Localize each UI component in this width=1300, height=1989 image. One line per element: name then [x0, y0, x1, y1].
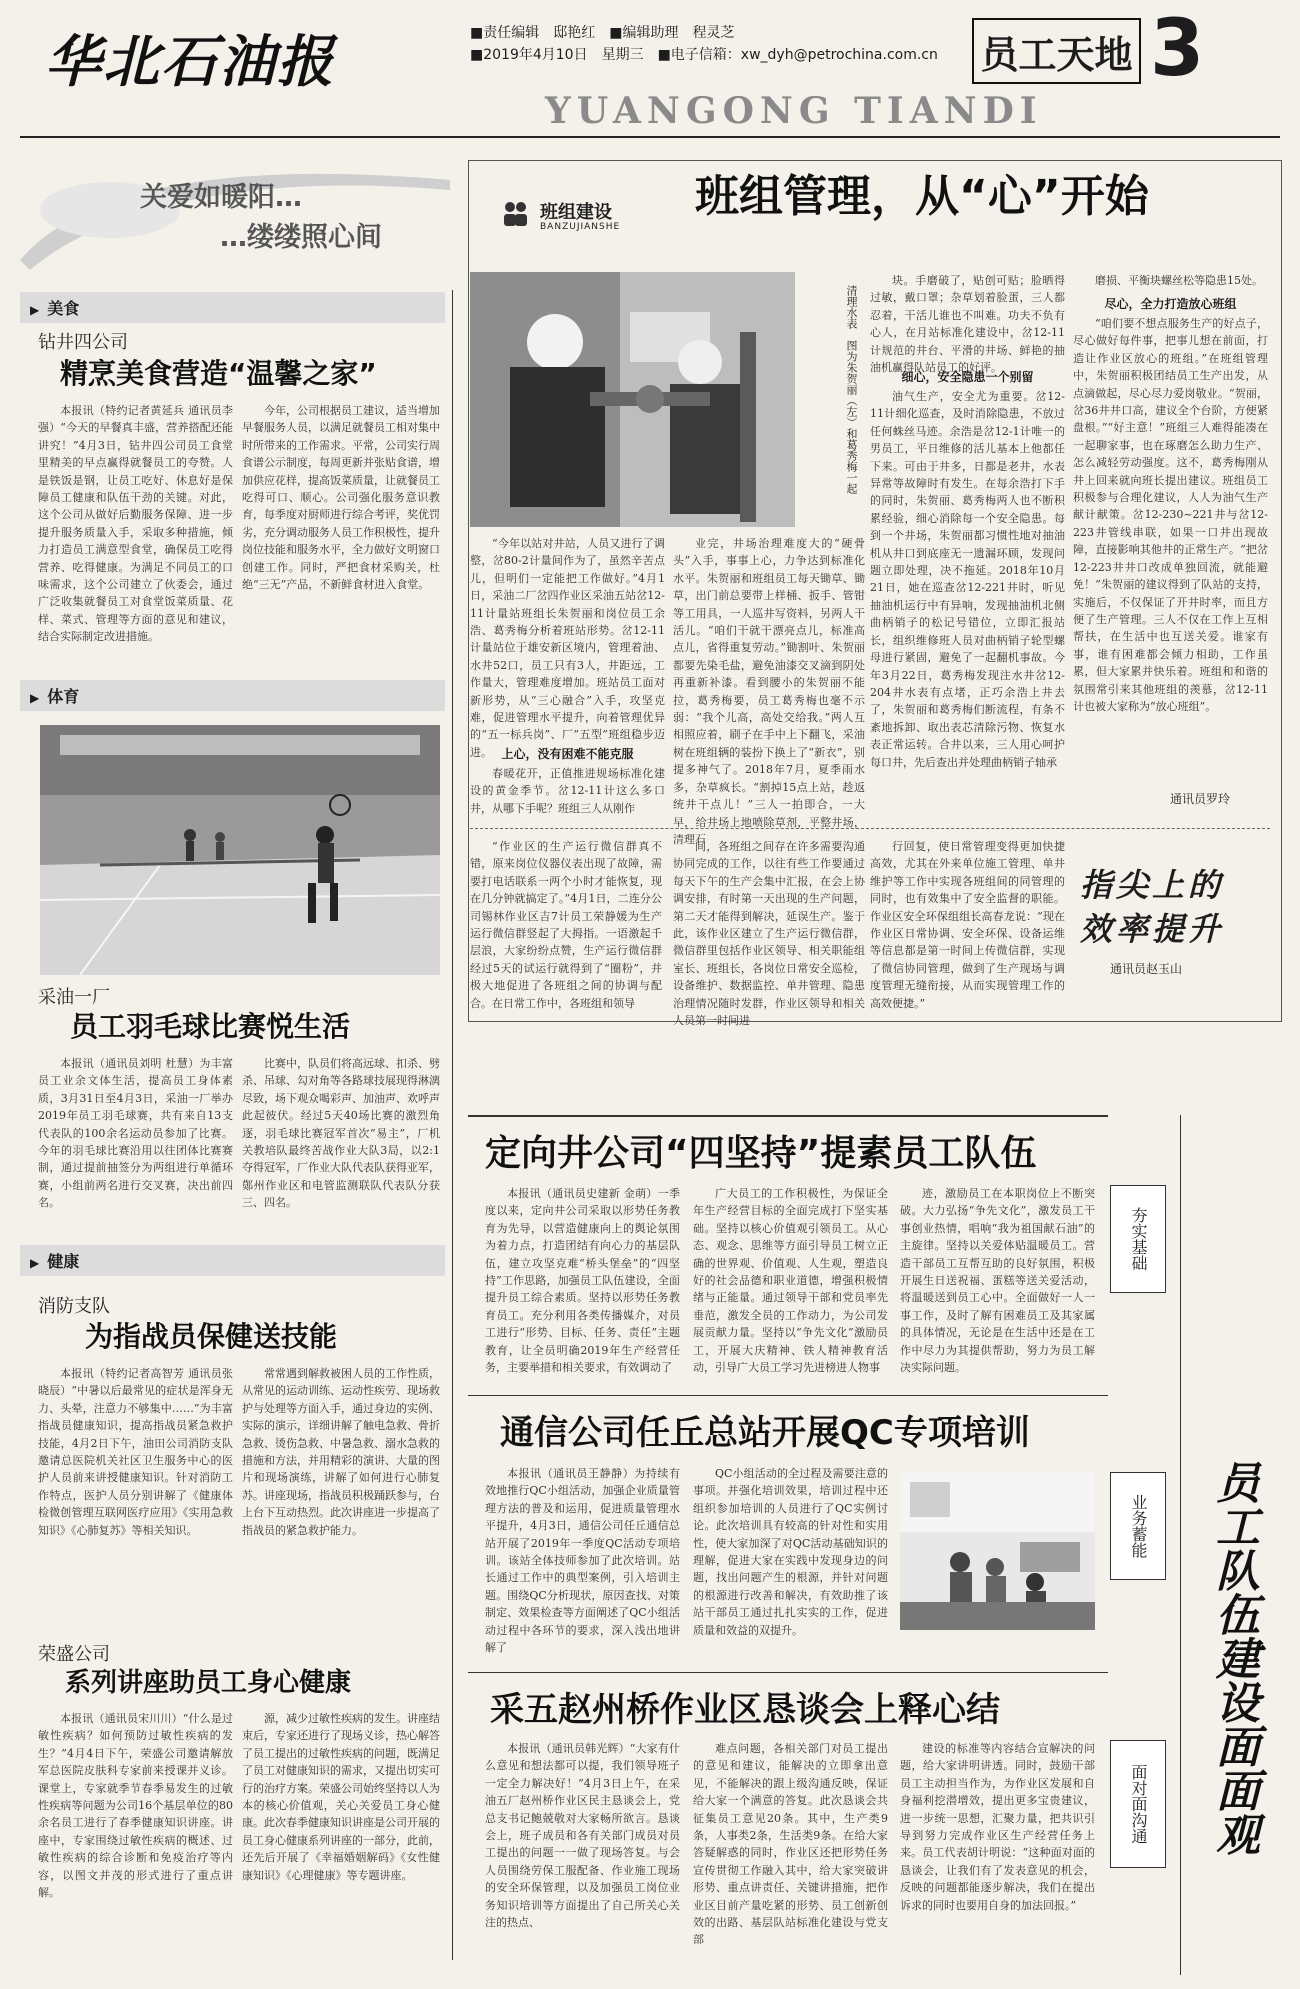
article4-col3-text: 建设的标准等内容结合宣解决的问题，给大家讲明讲透。同时，鼓励干部员工主动担当作为，为作业区发展和自身福利挖潜增效，提出更多宝贵建议，进一步统一思想，汇聚力量，把共识引导到努力完成作业区生产经营任务上来。员工代表胡计明说：“这种面对面的恳谈会，让我们有了发表意见的机会，反映的问题都能逐步解决，我们在提出诉求的同时也要用自身的加法回报。” [900, 1742, 1095, 1912]
article2-col1 [485, 1185, 680, 1385]
masthead-rule [20, 136, 1280, 138]
feature-inner-divider [470, 828, 1270, 830]
sports-body-col1 [38, 1055, 233, 1245]
food-body-col2 [242, 402, 440, 680]
right-divider [1180, 1115, 1181, 1975]
article3-col1-text: 本报讯（通讯员王静静）为持续有效地推行QC小组活动，加强企业质量管理方法的普及和运用，促进质量管理水平提升，4月3日，通信公司任丘通信总站开展了2019年一季度QC活动专项培训。该站全体技师参加了此次培训。站长通过工作中的典型案例，引入培训主题。围绕QC分析现状，原因查找、对策制定、效果检查等方面阐述了QC小组活动过程中各环节的要求，深入浅出地讲解了 [485, 1467, 680, 1655]
feature-col2 [673, 535, 865, 846]
article4-headline: 采五赵州桥作业区恳谈会上释心结 [490, 1690, 1000, 1730]
feature-col6-text: 间，各班组之间存在许多需要沟通协同完成的工作，以往有些工作要通过每天下午的生产会集中汇报，在会上协调安排，有时第一天出现的生产问题，第二天才能得到解决，延误生产。鉴于此，该作业区建立了生产运行微信群，微信群里包括作业区领导、相关职能组室长、班组长，各岗位日常安全巡检，设备维护、数据监控、单井管理、隐患治理情况随时发群，作业区领导和相关人员第一时间进 [673, 840, 865, 1028]
article3-col2 [693, 1465, 888, 1665]
article4-col1-text: 本报讯（通讯员韩光辉）“大家有什么意见和想法都可以提，我们领导班子一定全力解决好！”4月3日上午，在采油五厂赵州桥作业区民主恳谈会上，党总支书记鲍兢敬对大家畅所欲言。恳谈会上，班子成员和各有关部门成员对员工提出的问题一一做了现场答复。与会人员围绕劳保工服配备、作业施工现场的安全环保管理，以及加强员工岗位业务知识培训等方面提出了自己所关心关注的热点、 [485, 1742, 680, 1930]
feature-col5-text: “作业区的生产运行微信群真不错，原来岗位仪器仪表出现了故障，需要打电话联系一两个小时才能恢复，现在几分钟就搞定了。”4月1日，二连分公司锡林作业区吉7计员工荣静媛为生产运行微信群竖起了大拇指。一语激起千层浪，大家纷纷点赞，生产运行微信群经过5天的试运行就得到了“圈粉”，并极大地促进了各班组之间的协调与配合。在日常工作中，各班组和领导 [470, 840, 662, 1010]
training-photo [900, 1472, 1095, 1630]
article2-col2 [693, 1185, 888, 1385]
sports-section-head [20, 680, 445, 711]
feature-col3b [870, 388, 1065, 825]
classroom-training-image [900, 1472, 1095, 1630]
feature-col3-text: 块。手磨破了，贴创可贴；脸晒得过敏，戴口罩；杂草划着脸蛋，三人都忍着，干活儿谁也不叫难。功夫不负有心人，在月站标准化建设中，岔12-11计规范的井台、平滑的井场、鲜艳的抽油机赢得队站员工的好评。 [870, 274, 1065, 375]
health-body-text-2: 常常遇到解救被困人员的工作性质，从常见的运动训练、运动性疾劳、现场救护与处理等方面入手，通过身边的实例、实际的演示，详细讲解了触电急救、骨折急救、烫伤急救、中暑急救、溺水急救的措施和方法，并用精彩的演讲、大量的图片和现场演练，讲解了如何进行心肺复苏。讲座现场，指战员积极踊跃参与，台上台下互动热烈。此次讲座进一步提高了指战员的紧急救护能力。 [242, 1367, 440, 1537]
sports-kicker: 采油一厂 [38, 987, 110, 1008]
triangle-icon: ▶ [30, 303, 40, 317]
feature-col1-text: “今年以站对井站，人员又进行了调整，岔80-2计量间作为了，虽然辛苦点儿，但明们一定能把工作做好。”4月1日，采油二厂岔四作业区采油五站岔12-11计量站班组长朱贺丽和岗位员工余浩、葛秀梅分析着班站形势。岔12-11计量站位于雄安新区境内，管理着油、水井52口，员工只有3人，井距远，工作量大，管理难度增加。班站员工面对新形势，从“三心融合”入手，攻坚克难，促进管理水平提升，向着管理优异的“五一标兵岗”、厂“五型”班组稳步迈进。 [470, 537, 665, 759]
sports-body-col2 [242, 1055, 440, 1245]
sports-section-label: 体育 [47, 687, 80, 706]
article2-top-rule [468, 1115, 1108, 1117]
feature-col2-text: 业完，井场治理难度大的“硬骨头”入手，事事上心，力争达到标准化水平。朱贺丽和班组员工每天锄草、锄草，出门前总要带上样桶、扳手、管钳等工用具，一人巡井写资料，另两人干活儿。“咱们干就干漂亮点儿，标准高点儿，省得重复劳动。”锄割叶、朱贺丽都要先染毛盐，避免油漆交叉滴到阴处再重新补漆。看到腰小的朱贺丽不能拉，葛秀梅要，员工葛秀梅也毫不示弱：“我个儿高，高处交给我。”两人互相照应着，刷子在手中上下翻飞，采油树在班组辆的装扮下换上了“新衣”，别提多神气了。2018年7月，夏季雨水多，杂草疯长。“割掉15点上站，趁返统井干点儿！”三人一拍即合，一大早，给井场上地喷除草剂，平整井场，清理石 [673, 537, 865, 846]
team-icon [500, 198, 530, 228]
feature-headline: 班组管理，从“心”开始 [695, 171, 1149, 222]
banner-line1: 关爱如暖阳… [140, 182, 302, 213]
badminton-court-image [40, 725, 440, 975]
health2-kicker: 荣盛公司 [38, 1644, 110, 1665]
feature-col4b [1073, 315, 1268, 745]
triangle-icon: ▶ [30, 691, 40, 705]
workers-at-valve-image [470, 272, 795, 527]
article2-col2-text: 广大员工的工作积极性，为保证全年生产经营目标的全面完成打下坚实基础。坚持以核心价值观引领员工。从心态、观念、思维等方面引导员工树立正确的世界观、价值观、人生观，塑造良好的社会品德和职业道德，增强积极情绪与正能量。通过领导干部和党员率先垂范，激发全员的工作动力，为公司发展贡献力量。坚持以“争先文化”激励员工，开展大庆精神、铁人精神教育活动，引导广大员工学习先进榜进人物事 [693, 1187, 888, 1375]
article2-col3 [900, 1185, 1095, 1385]
food-body-text-1: 本报讯（特约记者黄延兵 通讯员李强）“今天的早餐真丰盛，营养搭配还能讲究！”4月3日，钻井四公司员工食堂里精美的早点赢得就餐员工的夸赞。人是铁饭是钢，让员工吃好、休息好是保障员工健康和队伍干劲的关键。对此，这个公司从做好后勤服务保障、进一步提升服务质量入手，采取多种措施，倾力打造员工满意型食堂，确保员工吃得营养、吃得健康。为满足不同员工的口味需求，这个公司建立了伙委会，通过广泛收集就餐员工对食堂饭菜质量、花样、菜式、管理等方面的意见和建议，结合实际制定改进措施。 [38, 404, 233, 644]
article3-col2-text: QC小组活动的全过程及需要注意的事项。并强化培训效果，培训过程中还组织参加培训的人员进行了QC实例讨论。此次培训具有较高的针对性和实用性，使大家加深了对QC活动基础知识的理解，促进大家在实践中发现身边的问题，找出问题产生的根源，并针对问题的根源进行改善和解决，有效助推了该站干部员工通过扎扎实实的工作，促进质量和效益的双提升。 [693, 1467, 888, 1637]
fingertip-title-2: 效率提升 [1080, 910, 1225, 948]
feature-tag-pinyin: BANZUJIANSHE [540, 222, 621, 232]
article4-side-tag: 面对面沟通 [1110, 1740, 1166, 1868]
sports-body-text-1: 本报讯（通讯员刘明 杜慧）为丰富员工业余文体生活，提高员工身体素质，3月31日至4月3日，采油一厂举办2019年员工羽毛球赛，共有来自13支代表队的100余名运动员参加了比赛。今年的羽毛球比赛沿用以往团体比赛赛制，通过提前抽签分为两组进行单循环赛，小组前两名进行交叉赛，决出前四名。 [38, 1057, 233, 1210]
article2-col1-text: 本报讯（通讯员史建新 金萌）一季度以来，定向井公司采取以形势任务教育为先导，以营造健康向上的舆论氛围为着力点，打造团结有向心力的基层队伍，建立攻坚克难“桥头堡垒”的“四坚持”工作思路，加强员工队伍建设，全面提升员工综合素质。坚持以形势任务教育员工。充分利用各类传播媒介，对员工进行“形势、目标、任务、责任”主题教育，让全员明确2019年生产经营任务，主要举措和相关要求，有效调动了 [485, 1187, 680, 1375]
article3-side-tag: 业务蓄能 [1110, 1472, 1166, 1580]
feature-tag: 班组建设 [540, 202, 612, 223]
article4-col1 [485, 1740, 680, 1965]
feature-col3 [870, 272, 1065, 375]
sports-body-text-2: 比赛中，队员们将高远球、扣杀、劈杀、吊球、勾对角等各路球技展现得淋漓尽致，场下观众喝彩声、加油声、欢呼声此起彼伏。经过5天40场比赛的激烈角逐，羽毛球比赛冠军首次“易主”，厂机关教培队最终苦战作业大队3局，以2:1夺得冠军，厂作业大队代表队获得亚军，鄚州作业区和电管监测联队代表队分获三、四名。 [242, 1057, 440, 1210]
health2-body-text-1: 本报讯（通讯员宋川川）“什么是过敏性疾病？如何预防过敏性疾病的发生？”4月4日下午，荣盛公司邀请解放军总医院皮肤科专家前来授课并义诊。课堂上，专家就季节春季易发生的过敏性疾病等问题为公司16个基层单位的80余名员工进行了春季健康知识讲座。讲座中，专家围绕过敏性疾病的概述、过敏性疾病的综合诊断和免疫治疗等内容，以图文并茂的形式进行了重点讲解。 [38, 1712, 233, 1900]
banner-line2: …缕缕照心间 [220, 222, 382, 253]
masthead-meta [470, 22, 950, 66]
health-body-col2 [242, 1365, 440, 1635]
feature-col4b-text: “咱们要不想点服务生产的好点子，尽心做好每件事，把事儿想在前面，打造让作业区放心的班组。”在班组管理中，朱贺丽积极团结员工生产出发，从点滴做起，尽心尽力爱岗敬业。“贺丽，岔36井井口高，建议全个台阶，方便紧盘根。”“好主意！”班组三人难得能凑在一起聊家事，也在琢磨怎么助力生产、怎么减轻劳动强度。这不，葛秀梅刚从井上回来就向班长提出建议。班组员工积极参与合理化建议，人人为油气生产献计献策。岔12-230~221井与岔12-223井管线串联，如果一口井出现故障，直接影响其他井的正常生产。“把岔12-223井井口改成单独回流，就能避免！”朱贺丽的建议得到了队站的支持，实施后，不仅保证了开井时率，而且方便了生产管理。三人不仅在工作上互相帮扶，在生活中也互送关爱。谁家有事，谁有困难都会倾力相助，工作虽累，但大家累并快乐着。班组和和谐的氛围常引来其他班组的羡慕，岔12-11计也被大家称为“放心班组”。 [1073, 317, 1268, 713]
health-body-text-1: 本报讯（特约记者高智芳 通讯员张晓辰）“中暑以后最常见的症状是浑身无力、头晕，注意力不够集中……”为丰富指战员健康知识，提高指战员紧急救护技能，4月2日下午，油田公司消防支队邀请总医院机关社区卫生服务中心的医护人员前来讲授健康知识。针对消防工作特点，医护人员分别讲解了《健康体检微创管理互联网医疗应用》《实用急救知识》《心肺复苏》等相关知识。 [38, 1367, 233, 1537]
badminton-photo [40, 725, 440, 975]
article2-side-tag: 夯实基础 [1110, 1185, 1166, 1293]
photo-caption: 清理水表 图为朱贺丽（左）和葛秀梅一起 [845, 285, 858, 494]
article3-col1 [485, 1465, 680, 1665]
feature-subhead-2: 细心，安全隐患一个别留 [901, 370, 1034, 384]
feature-byline: 通讯员罗玲 [1170, 792, 1231, 806]
feature-col1b-text: 春暖花开，正值推进规场标准化建设的黄金季节。岔12-11计这么多口井，从哪下手呢？班组三人从刚作 [470, 767, 665, 815]
section-title: 员工天地 [972, 18, 1141, 84]
health-section-head [20, 1245, 445, 1276]
food-headline: 精烹美食营造“温馨之家” [60, 357, 377, 390]
editor-credit: ■责任编辑 邸艳红 [470, 25, 596, 41]
health2-body-col2 [242, 1710, 440, 1972]
issue-date: ■2019年4月10日 星期三 [470, 47, 644, 63]
care-banner [20, 150, 450, 280]
newspaper-logo: 华北石油报 [45, 29, 335, 95]
health-headline: 为指战员保健送技能 [85, 1320, 338, 1353]
fingertip-byline: 通讯员赵玉山 [1110, 962, 1183, 976]
feature-col7-text: 行回复，使日常管理变得更加快捷高效，尤其在外来单位施工管理、单井维护等工作中实现各班组间的同管理的同时，也有效集中了安全监督的职能。作业区安全环保组组长高春龙说：“现在作业区日常协调、安全环保、设备运维等信息都是第一时间上传微信群，实现了微信协同管理，做到了生产现场与调度管理无缝衔接，从而实现管理工作的高效便捷。” [870, 840, 1065, 1010]
feature-subhead-1: 上心，没有困难不能克服 [501, 747, 634, 761]
feature-col5 [470, 838, 662, 1013]
article3-top-rule [468, 1395, 1108, 1396]
food-section-label: 美食 [47, 299, 80, 318]
health-section-label: 健康 [47, 1252, 80, 1271]
sports-headline: 员工羽毛球比赛悦生活 [70, 1010, 351, 1043]
feature-col4-text: 磨损、平衡块螺丝松等隐患15处。 [1095, 274, 1263, 287]
article3-headline: 通信公司任丘总站开展QC专项培训 [500, 1413, 1030, 1453]
health2-body-col1 [38, 1710, 233, 1972]
left-column-divider [452, 290, 453, 1960]
food-kicker: 钻井四公司 [38, 332, 128, 353]
feature-col6 [673, 838, 865, 1028]
health2-body-text-2: 源，减少过敏性疾病的发生。讲座结束后，专家还进行了现场义诊，热心解答了员工提出的过敏性疾病的问题，既满足了员工对健康知识的需求，又提出切实可行的治疗方案。荣盛公司始终坚持以人为本的核心价值观，关心关爱员工身心健康。此次春季健康知识讲座是公司开展的员工身心健康系列讲座的一部分，此前，还先后开展了《幸福婚姻解码》《女性健康知识》《心理健康》等专题讲座。 [242, 1712, 440, 1882]
email-credit: ■电子信箱：xw_dyh@petrochina.com.cn [657, 47, 938, 63]
article2-col3-text: 迹，激励员工在本职岗位上不断突破。大力弘扬“争先文化”，激发员工干事创业热情，唱响“我为祖国献石油”的主旋律。坚持以关爱体贴温暖员工。营造干部员工互帮互助的良好氛围，积极开展生日送祝福、蛋糕等送关爱活动，将温暖送到员工心中。全面做好一人一事工作，及时了解有困难员工及其家属的具体情况，无论是在生活中还是在工作中尽力为其提供帮助，努力为员工解决实际问题。 [900, 1187, 1095, 1375]
food-section-head [20, 292, 445, 323]
food-body-text-2: 今年，公司根据员工建议，适当增加早餐服务人员，以满足就餐员工相对集中时所带来的工作需求。平常，公司实行周食谱公示制度，每周更新并张贴食谱，增加供应花样，提高饭菜质量，让就餐员工吃得可口、顺心。公司强化服务意识教育，每季度对厨师进行综合考评，奖优罚劣，充分调动服务人员工作积极性，提升岗位技能和服务水平，全力做好文明窗口创建工作。同时，严把食材采购关，杜绝“三无”产品，不新鲜食材进入食堂。 [242, 404, 440, 592]
triangle-icon: ▶ [30, 1256, 40, 1270]
article2-headline: 定向井公司“四坚持”提素员工队伍 [485, 1133, 1037, 1174]
right-vertical-headline: 员工队伍建设面面观 [1208, 1460, 1259, 1856]
article4-col2 [693, 1740, 888, 1965]
workers-photo [470, 272, 795, 527]
health-body-col1 [38, 1365, 233, 1635]
article4-col3 [900, 1740, 1095, 1965]
assistant-credit: ■编辑助理 程灵芝 [609, 25, 735, 41]
feature-col7 [870, 838, 1065, 1013]
health2-headline: 系列讲座助员工身心健康 [65, 1668, 352, 1698]
article4-col2-text: 难点问题，各相关部门对员工提出的意见和建议，能解决的立即拿出意见，不能解决的跟上级沟通反映，保证给大家一个满意的答复。此次恳谈会共征集员工意见20条。其中，生产类9条，人事类2条，生活类9条。在给大家答疑解惑的同时，作业区还把形势任务宣传贯彻工作融入其中，给大家突破讲形势、重点讲责任、关键讲措施，把作业区目前产量吃紧的形势、员工创新创效的出路、基层队站标准化建设与党支部 [693, 1742, 888, 1947]
health-kicker: 消防支队 [38, 1296, 110, 1317]
feature-col1b [470, 765, 665, 825]
section-pinyin: YUANGONG TIANDI [545, 90, 1043, 132]
food-body-col1 [38, 402, 233, 680]
feature-col3b-text: 油气生产，安全尤为重要。岔12-11计细化巡查，及时消除隐患，不放过任何蛛丝马迹。余浩是岔12-1计唯一的男员工，平日维修的活儿基本上他都任下来。可由于井多，日都是老井，水表异常等故障时有发生。在每余浩打下手的同时，朱贺丽、葛秀梅两人也不断积累经验，细心消除每一个安全隐患。每到一个井场，朱贺丽都习惯性地对抽油机从井口到底座无一遗漏环顾，发现问题立即处理，决不拖延。2018年10月21日，她在巡查岔12-221井时，听见抽油机运行中有异响，发现抽油机北侧曲柄销子的松记号错位，立即汇报站长，组织维修班人员对曲柄销子轮型螺母进行紧固，避免了一起翻机事故。今年3月22日，葛秀梅发现注水井岔12-204井水表有点堵，正巧余浩上井去了，朱贺丽和葛秀梅们断流程，有条不紊地拆卸、取出表芯清除污物、恢复水表正常运转。合井以来，三人用心呵护每口井，先后查出并处理曲柄销子轴承 [870, 390, 1065, 769]
feature-subhead-3: 尽心，全力打造放心班组 [1104, 297, 1237, 311]
article4-top-rule [468, 1672, 1108, 1673]
feature-col4 [1073, 272, 1268, 290]
page-number: 3 [1150, 4, 1205, 94]
fingertip-title-1: 指尖上的 [1080, 866, 1225, 904]
